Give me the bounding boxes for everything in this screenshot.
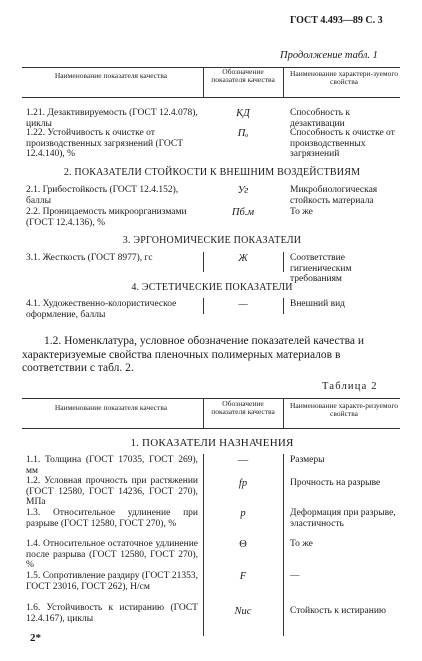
table1-row-divider: [283, 252, 284, 272]
table1-row-symbol: —: [238, 299, 248, 310]
table1-row-symbol: Пₒ: [237, 128, 249, 139]
table2-row-name: 1.5. Сопротивление раздиру (ГОСТ 21353, ГОСТ 23016, ГОСТ 262), Н/см: [26, 571, 198, 592]
table1-row-property: Микробиологическая стойкость материала: [290, 185, 378, 206]
table2-header-rule: [22, 428, 400, 429]
table2-top-rule: [22, 398, 400, 399]
table2-header-divider-2: [283, 398, 284, 428]
table1-row-symbol: Пб.м: [231, 207, 255, 218]
table1-col2-header: Обозначение показателя качества: [211, 67, 275, 84]
page-header: ГОСТ 4.493—89 С. 3: [290, 15, 383, 26]
section-heading: 2. ПОКАЗАТЕЛИ СТОЙКОСТИ К ВНЕШНИМ ВОЗДЕЙСТВИЯМ: [63, 167, 361, 178]
table2-row-name: 1.1. Толщина (ГОСТ 17035, ГОСТ 269), мм: [26, 455, 198, 476]
table2-row-name: 1.3. Относительное удлинение при разрыве (ГОСТ 12580, ГОСТ 270), %: [26, 508, 198, 529]
table2-row-symbol: Nис: [234, 606, 252, 617]
table2-title: Таблица 2: [322, 381, 378, 392]
table1-row-property: То же: [290, 207, 313, 217]
table2-row-name: 1.2. Условная прочность при растяжении (ГОСТ 12580, ГОСТ 14236, ГОСТ 270), МПа: [26, 476, 198, 507]
table1-row-divider: [283, 298, 284, 314]
table-continuation-label: Продолжение табл. 1: [280, 50, 378, 61]
table1-row-symbol: Ж: [238, 253, 248, 264]
page-footer-mark: 2*: [30, 632, 41, 644]
table2-col3-header: Наименование характе-ризуемого свойства: [290, 401, 398, 418]
section-heading: 3. ЭРГОНОМИЧЕСКИЕ ПОКАЗАТЕЛИ: [122, 235, 302, 246]
table1-col1-header: Наименование показателя качества: [54, 71, 168, 80]
table2-row-name: 1.6. Устойчивость к истиранию (ГОСТ 12.4.167), циклы: [26, 603, 198, 624]
table2-header-divider-1: [203, 398, 204, 428]
table1-row-property: Способность к очистке от производственных загрязнений: [290, 128, 395, 159]
table2-row-symbol: F: [239, 571, 247, 582]
table1-row-name: 1.21. Дезактивируемость (ГОСТ 12.4.078), циклы: [26, 108, 198, 129]
body-paragraph: 1.2. Номенклатура, условное обозначение показателей качества и характеризуемые свойства пленочных полимерных материалов в соответствии с табл. 2.: [22, 335, 365, 374]
section-heading: 1. ПОКАЗАТЕЛИ НАЗНАЧЕНИЯ: [130, 437, 294, 449]
table1-header-divider-1: [203, 67, 204, 97]
table1-row-symbol: КД: [236, 108, 250, 119]
section-heading: 4. ЭСТЕТИЧЕСКИЕ ПОКАЗАТЕЛИ: [131, 282, 293, 293]
table2-col2-header: Обозначение показателя качества: [211, 399, 275, 416]
table2-row-symbol: Θ: [239, 539, 247, 550]
table2-row-property: Деформация при разрыве, эластичность: [290, 508, 396, 529]
table1-row-name: 4.1. Художественно-колористическое оформление, баллы: [26, 299, 177, 320]
table1-row-name: 1.22. Устойчивость к очистке от производственных загрязнений (ГОСТ 12.4.140), %: [26, 128, 184, 159]
table2-row-name: 1.4. Относительное остаточное удлинение после разрыва (ГОСТ 12580, ГОСТ 270), %: [26, 539, 198, 570]
table1-row-name: 3.1. Жесткость (ГОСТ 8977), гс: [26, 253, 153, 263]
table2-row-property: Стойкость к истиранию: [290, 606, 387, 616]
table1-row-name: 2.2. Проницаемость микроорганизмами (ГОСТ 12.4.136), %: [26, 207, 187, 228]
table2-row-property: Размеры: [290, 455, 325, 465]
table1-row-property: Внешний вид: [290, 299, 345, 309]
table1-row-symbol: Уг: [237, 185, 249, 196]
table2-row-property: Прочность на разрыве: [290, 478, 381, 488]
table1-header-rule: [22, 97, 400, 98]
table1-row-property: Соответствие гигиеническим требованиям: [290, 253, 352, 284]
table1-row-divider: [203, 298, 204, 314]
table1-header-divider-2: [283, 67, 284, 97]
table1-row-divider: [203, 252, 204, 272]
table2-row-symbol: fр: [238, 478, 248, 489]
table2-row-symbol: —: [237, 455, 249, 466]
table2-row-property: То же: [290, 539, 313, 549]
table1-row-property: Способность к дезактивации: [290, 108, 350, 129]
table1-row-name: 2.1. Грибостойкость (ГОСТ 12.4.152), баллы: [26, 185, 179, 206]
table2-col1-header: Наименование показателя качества: [54, 403, 168, 412]
table2-row-property: —: [290, 571, 300, 581]
table2-row-symbol: p: [240, 508, 246, 519]
table1-col3-header: Наименование характери-зуемого свойства: [290, 69, 398, 86]
table2-column-divider-2: [283, 454, 284, 636]
